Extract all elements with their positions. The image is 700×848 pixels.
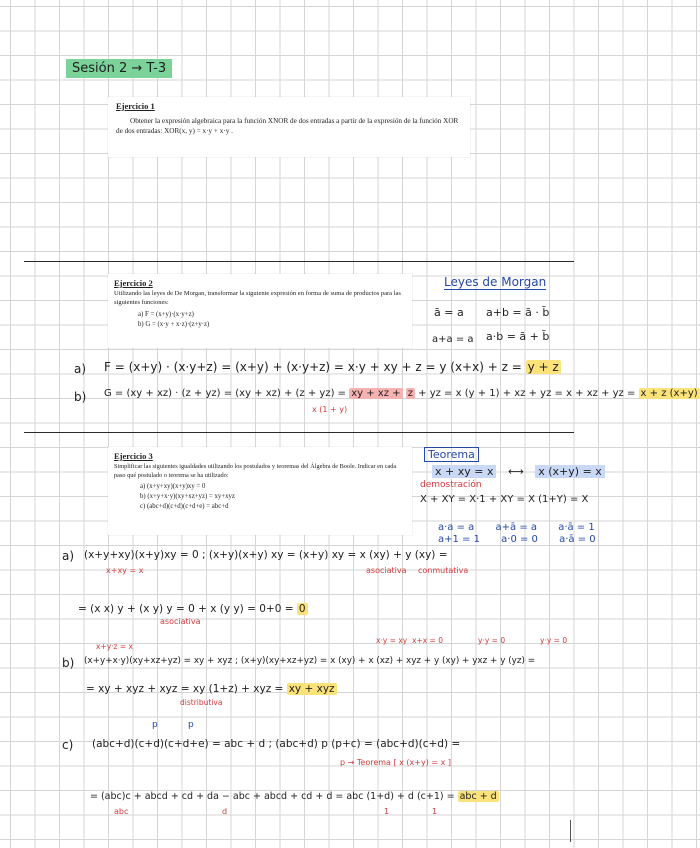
sol2a-expr-text: F = (x+y) · (x·y+z) = (x+y) + (x·y+z) = x·y + xy + z = y (x+x) + z = [104,360,522,374]
sol3b-result: xy + xyz [288,683,335,695]
exercise-2-text: Utilizando las leyes de De Morgan, transformar la siguiente expresión en forma de suma de productos para las siguientes funciones: [114,290,401,306]
postulate-1c: a·ā = 1 [558,522,595,533]
sol3b-label: b) [62,656,75,670]
sol3c-note-abc: abc [114,807,129,816]
sol3c-note-1b: 1 [432,807,438,816]
morgan-rule-1: ā = a [434,306,464,319]
postulate-1a: a·a = a [438,522,475,533]
morgan-rule-2: a+b = ā · b̄ [486,306,550,319]
sol3a-note-2: asociativa [366,566,407,575]
theorem-arrow: ⟷ [507,465,524,478]
page-scrollbar[interactable] [570,820,571,842]
sol3b-note-5: y·y = 0 [540,636,568,645]
postulate-2b: a·0 = 0 [501,534,538,545]
sol2b-mid: xy + xz + [351,388,401,399]
exercise-2-card [108,274,412,348]
sol2b-rest: + yz = x (y + 1) + xz + yz = x + xz + yz = [418,388,636,399]
sol3b-line-2 [86,683,337,695]
exercise-3-card [108,447,412,535]
exercise-3-item-a: a) (x+y+xy)(x+y)xy = 0 [140,483,206,490]
postulate-1b: a+ā = a [495,522,537,533]
sol3c-p-1: p [152,720,158,730]
sol3b-note-3: x+x = 0 [412,636,443,645]
sol3a-result: 0 [298,603,306,615]
sol2b-pink: z [407,388,413,399]
section-divider-2 [24,432,574,433]
section-divider-1 [24,261,574,262]
exercise-1-text: Obtener la expresión algebraica para la función XNOR de dos entradas a partir de la expresión de la función XOR de dos entradas: XOR(x, y) = x·y + x·y . [116,117,459,135]
postulate-2c: a·ā = 0 [559,534,596,545]
theorem-line1b: x (x+y) = x [535,465,605,478]
exercise-3-item-b: b) (x+y+x·y)(xy+xz+yz) = xy+xyz [140,493,235,500]
sol3c-note-d: d [222,807,228,816]
morgan-rule-4: a·b = ā + b̄ [486,330,550,343]
theorem-title: Teorema [424,447,479,462]
postulate-2a: a+1 = 1 [438,534,480,545]
theorem-line1a: x + xy = x [432,465,496,478]
exercise-3-text: Simplificar las siguientes igualdades utilizando los postulados y teoremas del Álgebra de Boole. Indicar en cada paso qué postulado o teorema se ha utilizado: [114,463,397,479]
sol3b-line-1: (x+y+x·y)(xy+xz+yz) = xy + xyz ; (x+y)(xy+xz+yz) = x (xy) + x (xz) + xyz + y (xy) + yxz + y (yz) = [84,656,536,666]
sol3a-line-1: (x+y+xy)(x+y)xy = 0 ; (x+y)(x+y) xy = (x+y) xy = x (xy) + y (xy) = [84,549,448,561]
sol2b-result: x + z (x+y) [640,388,698,399]
exercise-2-title: Ejercicio 2 [114,278,153,288]
sol2b-expression [104,388,700,399]
exercise-1-title: Ejercicio 1 [116,101,155,111]
sol2a-result: y + z [527,360,559,374]
morgan-rule-3: a+a = a [432,334,474,345]
sol3c-line-1: (abc+d)(c+d)(c+d+e) = abc + d ; (abc+d) p (p+c) = (abc+d)(c+d) = [92,738,461,750]
sol2a-expression [104,360,561,374]
sol2b-expr-text: G = (xy + xz) · (z + yz) = (xy + xz) + (z + yz) = [104,388,347,399]
theorem-demo: demostración [420,480,482,490]
sol2b-label: b) [74,390,87,404]
exercise-2-item-b: b) G = (x·y + x·z)·(z+y·z) [138,320,210,328]
sol3b-note-2: x·y = xy [376,636,408,645]
morgan-title: Leyes de Morgan [444,275,547,289]
sol3a-note-3: conmutativa [418,566,469,575]
sol3b-note-1: x+y·z = x [96,642,133,651]
sol3c-label: c) [62,738,74,752]
sol3c-note-theorem: p → Teorema [ x (x+y) = x ] [340,758,452,767]
theorem-line-2: X + XY = X·1 + XY = X (1+Y) = X [420,494,589,505]
sol3c-line-2 [90,791,499,802]
postulates-row-2 [438,534,596,545]
session-title: Sesión 2 → T-3 [66,59,172,78]
sol3b-line2-text: = xy + xyz + xyz = xy (1+z) + xyz = [86,683,284,695]
sol3c-note-1a: 1 [384,807,390,816]
sol2b-note: x (1 + y) [312,405,348,414]
exercise-3-item-c: c) (abc+d)(c+d)(c+d+e) = abc+d [140,503,229,510]
sol3c-line2-text: = (abc)c + abcd + cd + da − abc + abcd + cd + d = abc (1+d) + d (c+1) = [90,791,455,802]
postulates-row-1 [438,522,595,533]
sol3a-line2-text: = (x x) y + (x y) y = 0 + x (y y) = 0+0 = [78,603,294,615]
exercise-2-item-a: a) F = (x+y)·(x·y+z) [138,310,194,318]
theorem-line-1 [432,465,605,478]
sol3a-label: a) [62,549,75,563]
exercise-1-card [108,97,470,157]
exercise-3-title: Ejercicio 3 [114,451,153,461]
sol3c-result: abc + d [459,791,497,802]
sol3b-note-6: distributiva [180,698,223,707]
sol2a-label: a) [74,362,87,376]
sol3a-note-4: asociativa [160,617,201,626]
sol3c-p-2: p [188,720,194,730]
sol3a-line-2 [78,603,308,615]
sol3b-note-4: y·y = 0 [478,636,506,645]
sol3a-note-1: x+xy = x [106,566,144,575]
